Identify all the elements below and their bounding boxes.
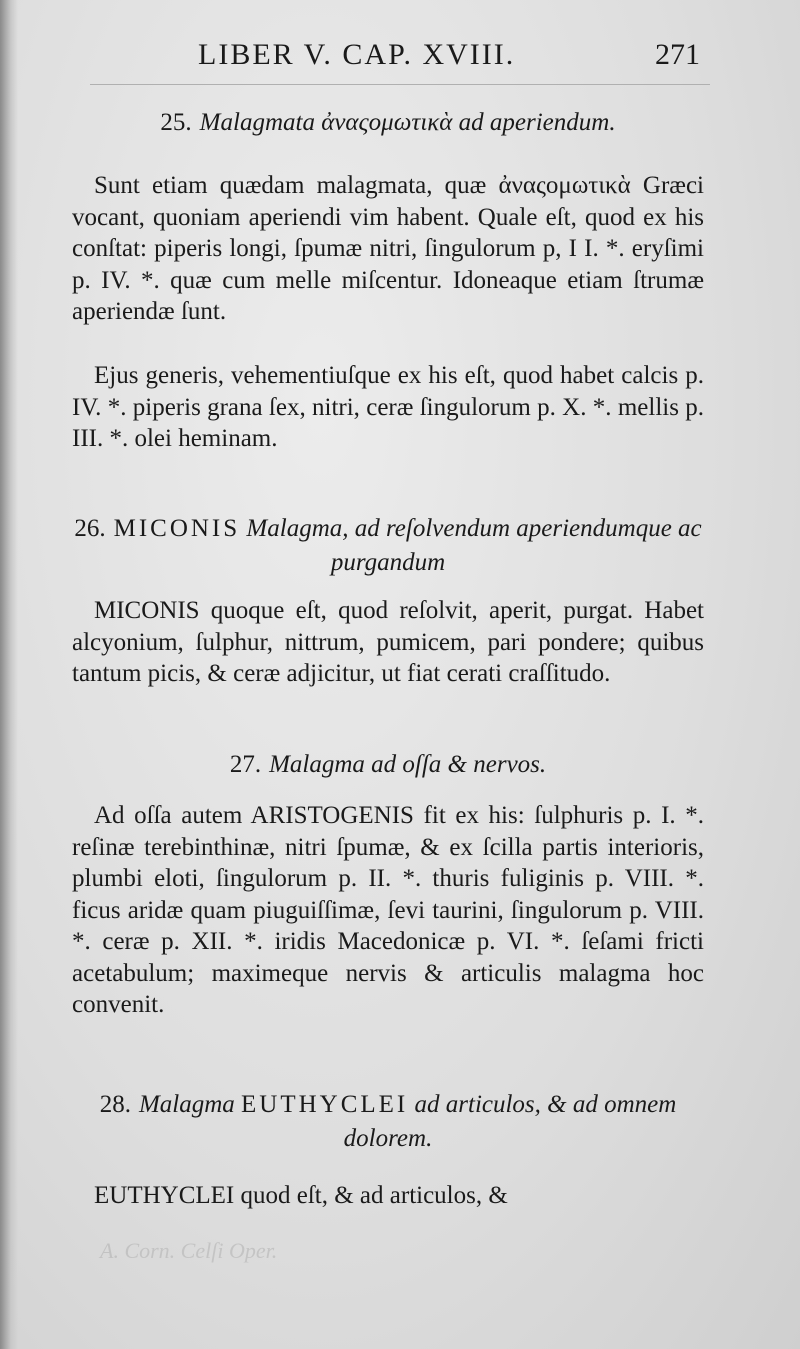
section-25-paragraph-2: Ejus generis, vehementiuſque ex his eſt, quod habet calcis p. IV. *. piperis grana ſex, nitri, ceræ ſingulorum p. X. *. mellis p. III. *. olei heminam. [72,362,704,452]
heading-name: MICONIS [113,515,241,542]
heading-number: 25. [160,109,192,136]
running-head-rule [90,84,710,85]
section-27-heading [72,748,704,782]
heading-text: Malagma ad oſſa & nervos. [269,751,547,778]
heading-text: ad articulos, & ad omnem dolorem. [343,1091,677,1152]
section-26-heading [72,512,704,580]
section-28-paragraph-1: EUTHYCLEI quod eſt, & ad articulos, & [94,1182,508,1209]
section-28-heading [72,1088,704,1156]
heading-text: Malagma, ad reſolvendum aperiendumque ac purgandum [246,515,702,576]
heading-number: 26. [74,515,106,542]
bleed-through-footer: A. Corn. Celſi Oper. [100,1238,278,1263]
running-head-title: LIBER V. CAP. XVIII. [198,38,516,71]
section-27-paragraph-1: Ad oſſa autem ARISTOGENIS fit ex his: ſulphuris p. I. *. reſinæ terebinthinæ, nitri ſpumæ, & ex ſcilla partis interioris, plumbi eloti, ſingulorum p. II. *. thuris fuliginis p. VIII. *. ficus aridæ quam piuguiſſimæ, ſevi taurini, ſingulorum p. VIII. *. ceræ p. XII. *. iridis Macedonicæ p. VI. *. ſeſami fricti acetabulum; maximeque nervis & articulis malagma hoc convenit. [72,802,704,1018]
section-26-paragraph-1: MICONIS quoque eſt, quod reſolvit, aperit, purgat. Habet alcyonium, ſulphur, nittrum, pumicem, pari pondere; quibus tantum picis, & ceræ adjicitur, ut fiat cerati craſſitudo. [72,597,704,687]
heading-number: 28. [99,1091,131,1118]
section-25-heading [72,106,704,140]
page-edge-shadow [0,0,18,1349]
running-head [0,38,800,78]
heading-text: Malagmata ἀναςομωτικὰ ad aperiendum. [199,109,616,136]
section-25-paragraph-1: Sunt etiam quædam malagmata, quæ ἀναςομωτικὰ Græci vocant, quoniam aperiendi vim habent. Quale eſt, quod ex his conſtat: piperis longi, ſpumæ nitri, ſingulorum p, I I. *. eryſimi p. IV. *. quæ cum melle miſcentur. Idoneaque etiam ſtrumæ aperiendæ ſunt. [72,172,704,325]
heading-number: 27. [229,751,262,778]
page-number: 271 [655,38,700,71]
heading-prefix: Malagma [138,1091,235,1118]
heading-name: EUTHYCLEI [241,1091,409,1118]
